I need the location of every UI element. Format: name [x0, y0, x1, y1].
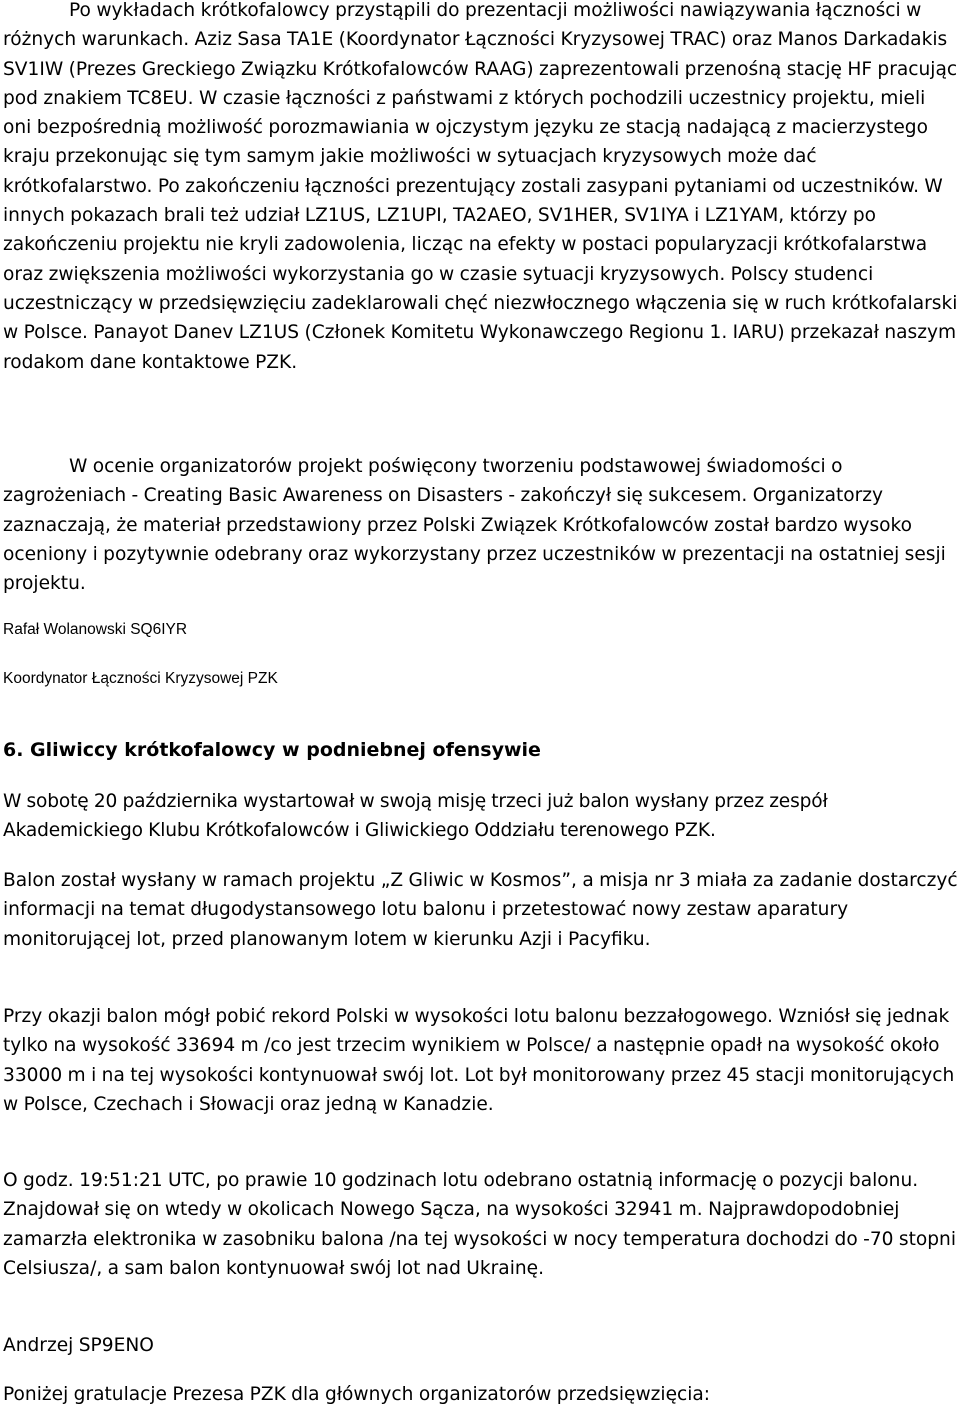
section-paragraph: Przy okazji balon mógł pobić rekord Polski w wysokości lotu balonu bezzałogowego. Wzniósł się jednak tylko na wysokość 33694 m /co jest trzecim wynikiem w Polsce/ a następnie opadł na wysokość około 33000 m i na tej wysokości kontynuował swój lot. Lot był monitorowany przez 45 stacji monitorujących w Polsce, Czechach i Słowacji oraz jedną w Kanadzie. — [3, 1006, 955, 1115]
body-paragraph: Po wykładach krótkofalowcy przystąpili do prezentacji możliwości nawiązywania łączności w różnych warunkach. Aziz Sasa TA1E (Koordynator Łączności Kryzysowej TRAC) oraz Manos Darkadakis SV1IW (Prezes Greckiego Związku Krótkofalowców RAAG) zaprezentowali przenośną stację HF pracując pod znakiem TC8EU. W czasie łączności z państwami z których pochodzili uczestnicy projektu, mieli oni bezpośrednią możliwość porozmawiania w ojczystym języku ze stacją nadającą z macierzystego kraju przekonując się tym samym jakie możliwości w sytuacjach kryzysowych może dać krótkofalarstwo. Po zakończeniu łączności prezentujący zostali zasypani pytaniami od uczestników. W innych pokazach brali też udział LZ1US, LZ1UPI, TA2AEO, SV1HER, SV1IYA i LZ1YAM, którzy po zakończeniu projektu nie kryli zadowolenia, licząc na efekty w postaci popularyzacji krótkofalarstwa oraz zwiększenia możliwości wykorzystania go w czasie sytuacji kryzysowych. Polscy studenci uczestniczący w przedsięwzięciu zadeklarowali chęć niezwłocznego włączenia się w ruch krótkofalarski w Polsce. Panayot Danev LZ1US (Członek Komitetu Wykonawczego Regionu 1. IARU) przekazał naszym rodakom dane kontaktowe PZK. — [3, 0, 958, 373]
body-paragraph: W ocenie organizatorów projekt poświęcony tworzeniu podstawowej świadomości o zagrożeniach - Creating Basic Awareness on Disasters - zakończył się sukcesem. Organizatorzy zaznaczają, że materiał przedstawiony przez Polski Związek Krótkofalowców został bardzo wysoko oceniony i pozytywnie odebrany oraz wykorzystany przez uczestników w prezentacji na ostatniej sesji projektu. — [3, 456, 946, 595]
signature-role: Koordynator Łączności Kryzysowej PZK — [3, 670, 278, 687]
section-paragraph: Balon został wysłany w ramach projektu „Z Gliwic w Kosmos”, a misja nr 3 miała za zadanie dostarczyć informacji na temat długodystansowego lotu balonu i przetestować nowy zestaw aparatury monitorującej lot, przed planowanym lotem w kierunku Azji i Pacyfiku. — [3, 870, 958, 950]
signature-name: Rafał Wolanowski SQ6IYR — [3, 621, 188, 638]
section-paragraph: Poniżej gratulacje Prezesa PZK dla głównych organizatorów przedsięwzięcia: — [3, 1384, 711, 1405]
author-signature: Andrzej SP9ENO — [3, 1335, 154, 1356]
section-paragraph: O godz. 19:51:21 UTC, po prawie 10 godzinach lotu odebrano ostatnią informację o pozycji balonu. Znajdował się on wtedy w okolicach Nowego Sącza, na wysokości 32941 m. Najprawdopodobniej zamarzła elektronika w zasobniku balona /na tej wysokości w nocy temperatura dochodzi do -70 stopni Celsiusza/, a sam balon kontynuował swój lot nad Ukrainę. — [3, 1170, 957, 1279]
section-paragraph: W sobotę 20 października wystartował w swoją misję trzeci już balon wysłany przez zespół Akademickiego Klubu Krótkofalowców i Gliwickiego Oddziału terenowego PZK. — [3, 791, 828, 842]
section-heading: 6. Gliwiccy krótkofalowcy w podniebnej ofensywie — [3, 739, 541, 761]
